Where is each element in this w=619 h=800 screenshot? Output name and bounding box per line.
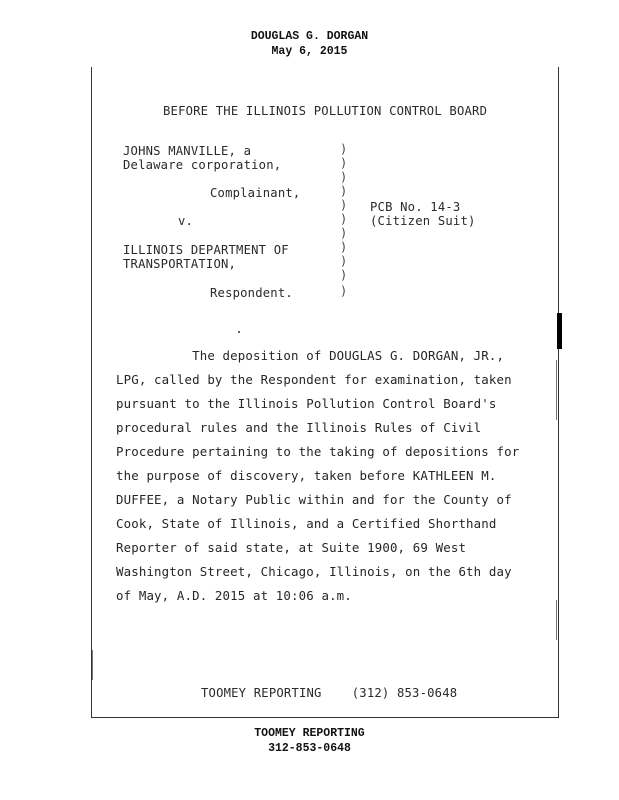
body-line: Reporter of said state, at Suite 1900, 69 West bbox=[116, 540, 467, 555]
complainant-role: Complainant, bbox=[210, 186, 301, 200]
versus-label: v. bbox=[178, 214, 194, 228]
stray-mark bbox=[238, 331, 240, 333]
body-line: Procedure pertaining to the taking of depositions for bbox=[116, 444, 520, 459]
case-number: PCB No. 14-3 bbox=[370, 200, 461, 214]
body-line: LPG, called by the Respondent for examination, taken bbox=[116, 372, 512, 387]
page-edge-marker bbox=[557, 313, 562, 349]
caption-paren: ) bbox=[340, 184, 348, 198]
body-line: the purpose of discovery, taken before KATHLEEN M. bbox=[116, 468, 497, 483]
body-line: The deposition of DOUGLAS G. DORGAN, JR., bbox=[116, 348, 505, 363]
body-line: procedural rules and the Illinois Rules of Civil bbox=[116, 420, 482, 435]
case-type: (Citizen Suit) bbox=[370, 214, 476, 228]
complainant-name-line-2: Delaware corporation, bbox=[123, 158, 282, 172]
scan-artifact bbox=[556, 600, 557, 640]
caption-paren: ) bbox=[340, 170, 348, 184]
caption-paren: ) bbox=[340, 198, 348, 212]
body-line: pursuant to the Illinois Pollution Control Board's bbox=[116, 396, 497, 411]
caption-paren: ) bbox=[340, 268, 348, 282]
body-line: DUFFEE, a Notary Public within and for the County of bbox=[116, 492, 512, 507]
complainant-name-line-1: JOHNS MANVILLE, a bbox=[123, 144, 252, 158]
board-title: BEFORE THE ILLINOIS POLLUTION CONTROL BOARD bbox=[163, 104, 488, 118]
caption-paren: ) bbox=[340, 226, 348, 240]
respondent-role: Respondent. bbox=[210, 286, 293, 300]
caption-paren: ) bbox=[340, 240, 348, 254]
page-footer-reporting: TOOMEY REPORTING (312) 853-0648 bbox=[201, 686, 458, 700]
body-line: of May, A.D. 2015 at 10:06 a.m. bbox=[116, 588, 352, 603]
footer-company: TOOMEY REPORTING bbox=[254, 727, 365, 740]
scan-artifact bbox=[556, 360, 557, 420]
deponent-name-header: DOUGLAS G. DORGAN bbox=[250, 30, 369, 43]
scan-artifact bbox=[92, 650, 93, 680]
caption-paren: ) bbox=[340, 142, 348, 156]
body-line: Washington Street, Chicago, Illinois, on the 6th day bbox=[116, 564, 512, 579]
respondent-name-line-1: ILLINOIS DEPARTMENT OF bbox=[123, 243, 289, 257]
deposition-date-header: May 6, 2015 bbox=[271, 45, 348, 58]
caption-paren: ) bbox=[340, 212, 348, 226]
caption-paren: ) bbox=[340, 156, 348, 170]
body-line: Cook, State of Illinois, and a Certified Shorthand bbox=[116, 516, 497, 531]
footer-phone: 312-853-0648 bbox=[268, 742, 351, 755]
caption-paren: ) bbox=[340, 254, 348, 268]
respondent-name-line-2: TRANSPORTATION, bbox=[123, 257, 237, 271]
caption-paren: ) bbox=[340, 284, 348, 298]
